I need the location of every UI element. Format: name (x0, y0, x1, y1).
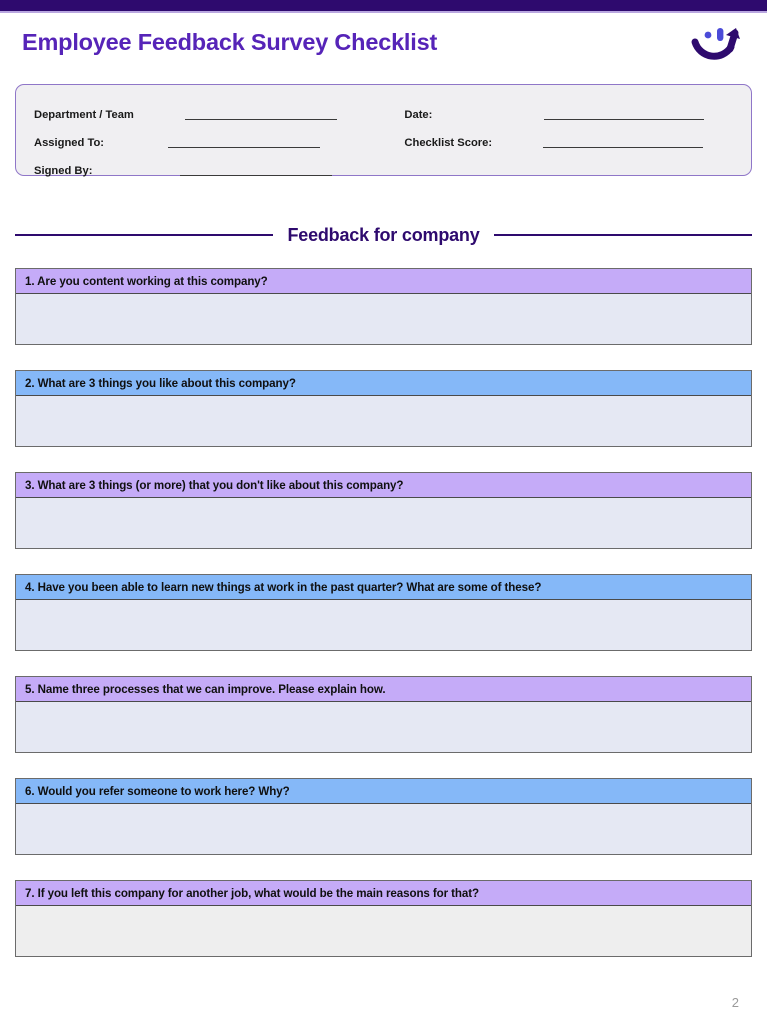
date-label: Date: (404, 109, 433, 121)
smiley-arrow-logo-icon (685, 21, 745, 69)
page-title: Employee Feedback Survey Checklist (22, 29, 438, 55)
question-block (15, 472, 752, 549)
question-text: 1. Are you content working at this company? (25, 274, 268, 288)
question-text: 2. What are 3 things you like about this company? (25, 376, 296, 390)
question-header (16, 269, 751, 294)
question-header (16, 473, 751, 498)
department-label: Department / Team (34, 109, 134, 121)
assigned-to-field[interactable] (34, 137, 404, 150)
signed-by-label: Signed By: (34, 165, 93, 177)
page-header (0, 13, 767, 80)
heading-rule-right (494, 234, 752, 236)
section-heading (15, 220, 752, 250)
assigned-to-input-line[interactable] (168, 147, 320, 148)
question-text: 3. What are 3 things (or more) that you don't like about this company? (25, 478, 404, 492)
question-text: 5. Name three processes that we can improve. Please explain how. (25, 682, 386, 696)
checklist-score-input-line[interactable] (543, 147, 703, 148)
info-row-1 (34, 96, 733, 122)
assigned-to-label: Assigned To: (34, 137, 105, 149)
answer-input-area[interactable] (16, 498, 751, 548)
department-input-line[interactable] (185, 119, 337, 120)
signed-by-field[interactable] (34, 165, 404, 178)
question-block (15, 778, 752, 855)
section-heading-label: Feedback for company (287, 224, 480, 245)
heading-rule-left (15, 234, 273, 236)
question-block (15, 676, 752, 753)
question-header (16, 779, 751, 804)
question-header (16, 677, 751, 702)
answer-input-area[interactable] (16, 600, 751, 650)
question-header (16, 881, 751, 906)
question-block (15, 880, 752, 957)
info-row-3-spacer (404, 152, 733, 178)
question-text: 6. Would you refer someone to work here? Why? (25, 784, 290, 798)
question-header (16, 575, 751, 600)
question-block (15, 574, 752, 651)
answer-input-area[interactable] (16, 294, 751, 344)
question-text: 7. If you left this company for another job, what would be the main reasons for that? (25, 886, 480, 900)
info-row-2 (34, 124, 733, 150)
answer-input-area[interactable] (16, 906, 751, 956)
page-number: 2 (731, 995, 739, 1010)
questions-list (15, 268, 752, 982)
date-field[interactable] (404, 109, 733, 122)
question-text: 4. Have you been able to learn new things at work in the past quarter? What are some of these? (25, 580, 542, 594)
department-field[interactable] (34, 109, 404, 122)
question-block (15, 370, 752, 447)
info-row-3 (34, 152, 733, 178)
question-header (16, 371, 751, 396)
checklist-score-field[interactable] (404, 137, 733, 150)
top-brand-bar (0, 0, 767, 11)
answer-input-area[interactable] (16, 702, 751, 752)
question-block (15, 268, 752, 345)
checklist-info-box (15, 84, 752, 176)
answer-input-area[interactable] (16, 804, 751, 854)
date-input-line[interactable] (544, 119, 704, 120)
info-grid (16, 85, 751, 175)
signed-by-input-line[interactable] (180, 175, 332, 176)
checklist-score-label: Checklist Score: (404, 137, 493, 149)
answer-input-area[interactable] (16, 396, 751, 446)
